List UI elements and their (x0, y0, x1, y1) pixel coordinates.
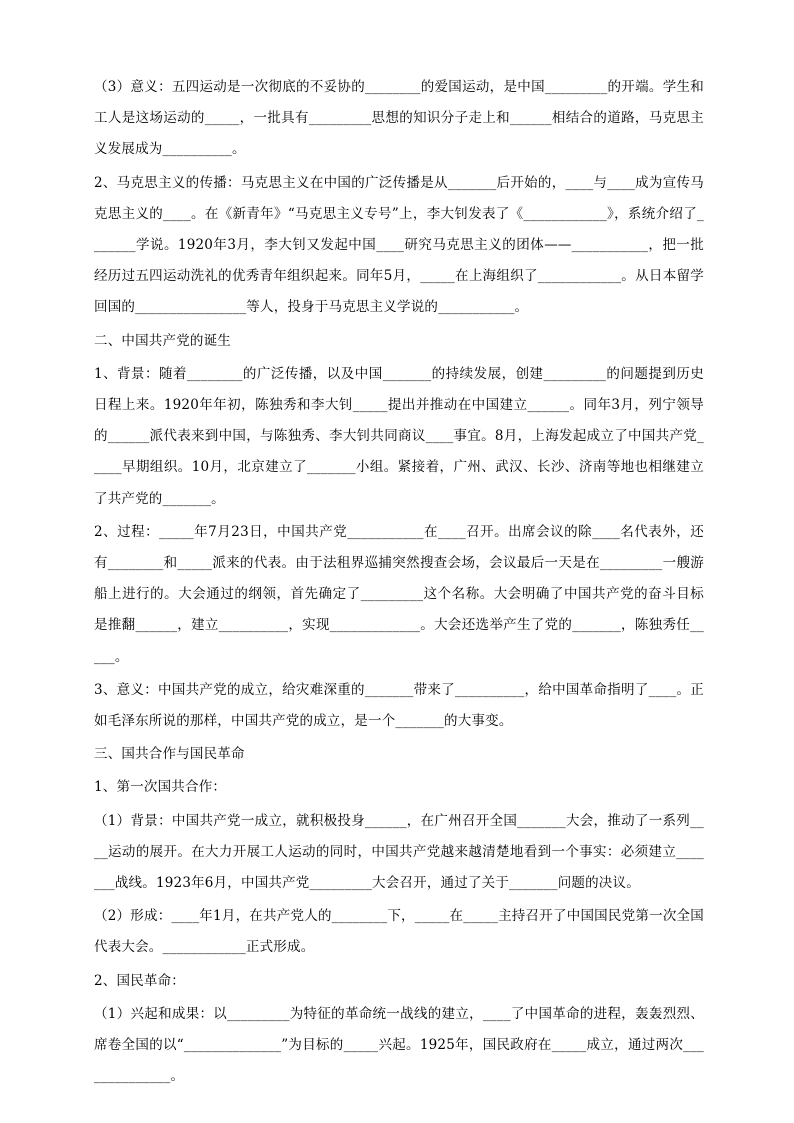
section-heading-kmt-ccp-cooperation: 三、国共合作与国民革命 (94, 746, 245, 763)
paragraph-revolution-rise: （1）兴起和成果：以_________为特征的革命统一战线的建立，____了中国革命的进程，轰轰烈烈、席卷全国的以“______________”为目标的_____兴起。1925年，国民政府在_____成立，通过两次______________。 (94, 1005, 704, 1085)
paragraph-cooperation-background: （1）背景：中国共产党一成立，就积极投身______，在广州召开全国_______大会，推动了一系列____运动的展开。在大力开展工人运动的同时，中国共产党越来越清楚地看到一个事实：必须建立_______战线。1923年6月，中国共产党_________大会召开，通过了关于_______问题的决议。 (94, 812, 704, 892)
paragraph-ccp-background: 1、背景：随着________的广泛传播，以及中国_______的持续发展，创建_________的问题提到历史日程上来。1920年年初，陈独秀和李大钊_____提出并推动在中国建立______。同年3月，列宁领导的______派代表来到中国，与陈独秀、李大钊共同商议____事宜。8月，上海发起成立了中国共产党_____早期组织。10月，北京建立了_______小组。紧接着，广州、武汉、长沙、济南等地也相继建立了共产党的_______。 (94, 365, 704, 507)
subheading-national-revolution: 2、国民革命： (94, 972, 185, 989)
paragraph-cooperation-formation: （2）形成：____年1月，在共产党人的________下，_____在_____主持召开了中国国民党第一次全国代表大会。____________正式形成。 (94, 908, 704, 956)
paragraph-significance-may-fourth: （3）意义：五四运动是一次彻底的不妥协的________的爱国运动，是中国_________的开端。学生和工人是这场运动的_____，一批具有_________思想的知识分子走上和______相结合的道路，马克思主义发展成为__________。 (94, 79, 704, 158)
paragraph-ccp-process: 2、过程：_____年7月23日，中国共产党___________在____召开。出席会议的除____名代表外，还有________和_____派来的代表。由于法租界巡捕突然搜查会场，会议最后一天是在_________一艘游船上进行的。大会通过的纲领，首先确定了_________这个名称。大会明确了中国共产党的奋斗目标是推翻______，建立__________，实现_____________。大会还选举产生了党的_______，陈独秀任_____。 (94, 523, 704, 665)
subheading-first-cooperation: 1、第一次国共合作： (94, 779, 227, 796)
document-body (94, 72, 704, 1095)
paragraph-ccp-significance: 3、意义：中国共产党的成立，给灾难深重的_______带来了__________，给中国革命指明了____。正如毛泽东所说的那样，中国共产党的成立，是一个_______的大事变。 (94, 681, 704, 730)
section-heading-ccp-founding: 二、中国共产党的诞生 (94, 332, 231, 349)
paragraph-marxism-spread: 2、马克思主义的传播：马克思主义在中国的广泛传播是从_______后开始的，____与____成为宣传马克思主义的____。在《新青年》“马克思主义专号”上，李大钊发表了《____________》，系统介绍了_______学说。1920年3月，李大钊又发起中国____研究马克思主义的团体——___________，把一批经历过五四运动洗礼的优秀青年组织起来。同年5月，_____在上海组织了____________。从日本留学回国的________________等人，投身于马克思主义学说的___________。 (94, 174, 704, 316)
